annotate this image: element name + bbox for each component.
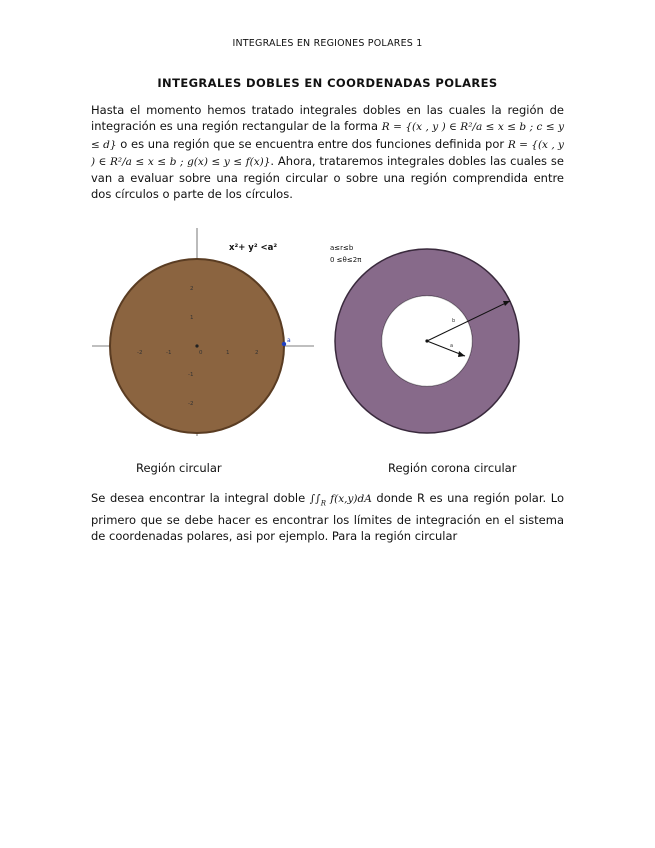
center-point — [425, 339, 428, 342]
y-tick-label: -2 — [188, 401, 194, 407]
document-title: INTEGRALES DOBLES EN COORDENADAS POLARES — [157, 76, 498, 90]
intro-text-1: Hasta el momento hemos tratado integrales dobles en las cuales la región de integración es una región rectangular de la forma — [91, 103, 564, 134]
integral-region-subscript: R — [320, 499, 326, 508]
angle-bounds-label: 0 ≤θ≤2π — [330, 256, 362, 264]
x-tick-label: 2 — [255, 350, 259, 356]
intro-text-2: o es una región que se encuentra entre dos funciones definida por — [116, 136, 508, 151]
rectangular-region-formula: R = {(x , y ) ∈ R²/a ≤ x ≤ b ; c ≤ y ≤ d} — [91, 121, 565, 151]
inner-radius-label: a — [450, 343, 454, 349]
x-tick-label: 1 — [226, 350, 230, 356]
integrand: f(x,y)dA — [326, 493, 372, 505]
radius-bounds-label: a≤r≤b — [330, 244, 354, 252]
radius-point-label: a — [287, 337, 291, 344]
radius-point — [282, 342, 286, 346]
circular-region-caption: Región circular — [136, 461, 222, 475]
integral-paragraph — [91, 490, 564, 544]
y-tick-label: 2 — [190, 286, 194, 292]
circular-region-figure — [92, 224, 318, 440]
function-region-formula: R = {(x , y ) ∈ R²/a ≤ x ≤ b ; g(x) ≤ y ≤ f(x)} — [91, 138, 564, 168]
integral-text-1: Se desea encontrar la integral doble — [91, 491, 310, 505]
double-integral-symbol: ∫∫ — [309, 493, 321, 505]
annulus-region-figure — [322, 228, 548, 438]
intro-text-3: . Ahora, trataremos integrales dobles las cuales se van a evaluar sobre una región circular o sobre una región comprendida entre dos círculos o parte de los círculos. — [91, 153, 564, 202]
x-tick-label: 0 — [199, 350, 203, 356]
origin-point — [195, 344, 198, 347]
integral-text-2: donde R es una región polar. Lo primero que se debe hacer es encontrar los límites de integración en el sistema de coordenadas polares, asi por ejemplo. Para la región circular — [91, 491, 564, 543]
running-header: INTEGRALES EN REGIONES POLARES 1 — [232, 38, 423, 49]
y-tick-label: -1 — [188, 372, 194, 378]
x-tick-label: -2 — [137, 350, 143, 356]
outer-radius-label: b — [452, 318, 456, 324]
region-inequality-label: x²+ y² <a² — [229, 243, 278, 253]
y-tick-label: 1 — [190, 315, 194, 321]
intro-paragraph — [91, 102, 564, 203]
annulus-region-caption: Región corona circular — [388, 461, 517, 475]
x-tick-label: -1 — [166, 350, 172, 356]
